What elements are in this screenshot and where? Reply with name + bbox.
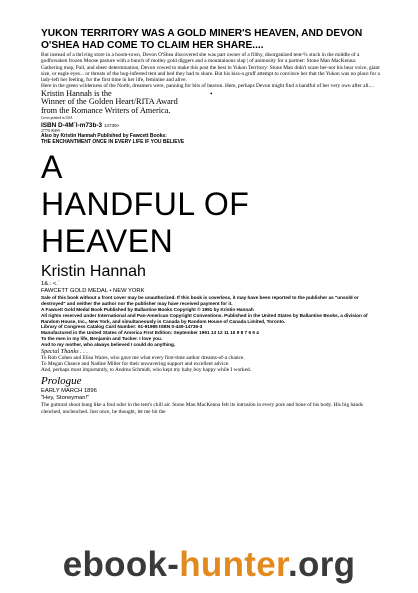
award-line: Winner of the Golden Heart/RITA Award	[41, 97, 178, 107]
watermark-footer	[0, 536, 418, 593]
book-title	[41, 149, 383, 260]
watermark-text	[63, 545, 356, 585]
watermark-highlight: hunter	[179, 544, 288, 584]
dedication-line-2: And to my mother, who always believed I could do anything.	[41, 341, 176, 347]
quote-line: "Hey, Stoneyman!"	[41, 395, 90, 402]
date-line: EARLY MARCH 1896	[41, 388, 97, 395]
dedication-line: To the men in my life, Benjamin and Tucker. I love you.	[41, 335, 163, 341]
title-line: A	[41, 149, 63, 186]
catalog-line: Library of Congress Catalog Card Number: 91-91985 ISBN 0-449-14736-3	[41, 324, 203, 330]
legal-notice: Sale of this book without a front cover may be unauthorized. If this book is coverless, it may have been reported to the publisher as "unsold or destroyed" and neither the author nor the publisher may have received payment for it.	[41, 295, 359, 307]
title-line: HANDFUL OF	[41, 186, 250, 223]
cover-note: Cover printed in USA	[41, 115, 73, 120]
isbn-number: 27778 00499	[41, 128, 60, 133]
prologue-heading: Prologue	[41, 375, 82, 388]
title-line: HEAVEN	[41, 223, 174, 260]
author-name: Kristin Hannah	[41, 263, 146, 281]
thanks-line: To Megan Chance and Nadine Miller for their unwavering support and excellent advice.	[41, 360, 230, 367]
symbol-line: 1&.: <.`	[41, 281, 60, 288]
publisher-line: FAWCETT GOLD MEDAL • NEW YORK	[41, 288, 145, 295]
edition-line: Manufactured in the United States of America First Edition: September 1991 13 12 11 10 9 8 7 6 5 4	[41, 330, 259, 336]
page-content	[41, 28, 383, 415]
award-line: from the Romance Writers of America.	[41, 105, 171, 115]
copyright-line: A Fawcett Gold Medal Book Published by Ballantine Books Copyright © 1991 by Kristin Hannah	[41, 306, 254, 312]
story-paragraph: The guttural shout hung like a foul odor in the tent's chill air. Stone Man MacKenna felt its intrusion in every pore and bone of his body. His big hands clenched, unclenched. Just once, he thought, let me hit the	[41, 402, 363, 415]
also-by-titles: THE ENCHANTMENT ONCE IN EVERY LIFE IF YOU BELIEVE	[41, 139, 185, 146]
headline: YUKON TERRITORY WAS A GOLD MINER'S HEAVEN, AND DEVON O'SHEA HAD COME TO CLAIM HER SHARE....	[41, 28, 363, 51]
watermark-pre: ebook-	[62, 544, 180, 584]
blurb-paragraph: But instead of a thriving store in a boom-town, Devon O'Shea discovered she was part owner of a filthy, disorganized tent-% stuck in the middle of a godforsaken frozen Moose pasture with a bunch of motley gold diggers and a mountainous slap | of animosity for a partner: Stone Man MacKenna:	[41, 52, 360, 65]
watermark-post: .org	[287, 544, 356, 584]
rights-line: All rights reserved under International and Pan-American Copyright Conventions. Published in the United States by Ballantine Books, a division of Random House, Inc., New York, and simultaneously in Canada by Random House of Canada Limited, Toronto.	[41, 312, 368, 324]
bullet-icon: •	[210, 89, 213, 98]
thanks-line: To Rob Cohen and Elisa Wares, who gave me what every first-time author dreams-of-a chance.	[41, 354, 245, 361]
also-by-line: Also by Kristin Hannah Published by Fawcett Books:	[41, 133, 167, 140]
award-line: Kristin Hannah is the	[41, 88, 112, 98]
thanks-heading: Special Thanks . . .	[41, 347, 88, 355]
isbn-label: ISBN D-4M´l-m73b-3	[41, 121, 103, 129]
isbn-rest: 14736>	[103, 122, 120, 128]
blurb-paragraph-3: Here in the green wilderness of the North, dreamers were, panning for bits of heaven. Here, perhaps Devon might find a handful of her very own after all....	[41, 83, 374, 90]
blurb-paragraph-2: Gathering mop, Pail, and sheer determination, Devon vowed to make this post the best in Yukon Territory: Stone Man didn't scare her-not his bear voice, giant size, or eagle eyes... or threats of the bug-infested tent and bed they had to share. But his kiss-a gruff attempt to convince her that the Yukon was no place for a lady-left her feeling, for the first time in her life, feminine and alive.	[41, 64, 380, 84]
thanks-line: And, perhaps most importantly, to Andrea Schmidt, who kept my baby boy happy while I worked.	[41, 367, 251, 374]
award-block	[41, 90, 383, 116]
isbn-line	[41, 122, 383, 129]
